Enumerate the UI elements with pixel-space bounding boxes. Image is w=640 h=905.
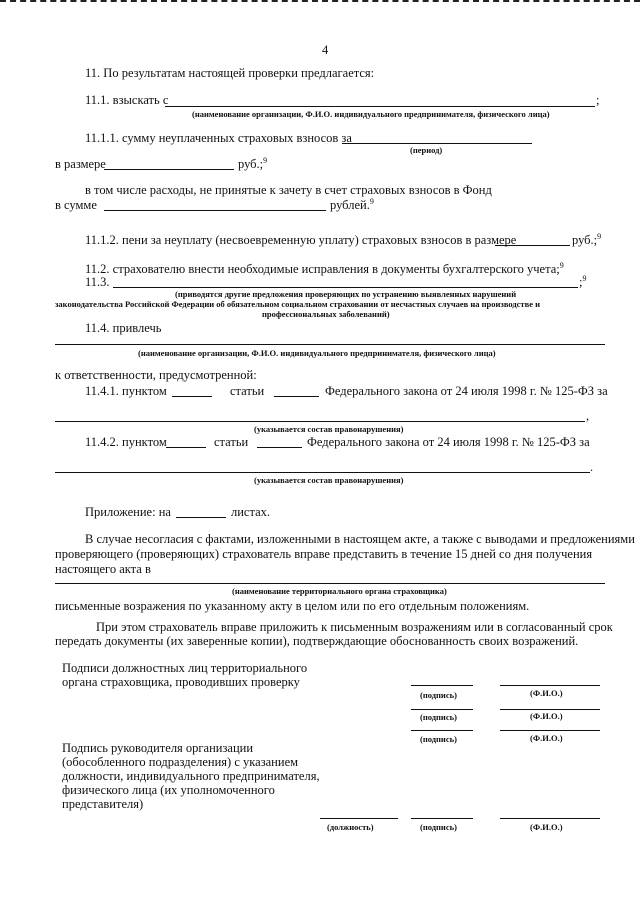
section-11-4-1-point-blank[interactable] xyxy=(172,396,212,397)
page-number: 4 xyxy=(322,43,329,57)
section-11-4-2-blank[interactable] xyxy=(55,472,590,473)
fio-line[interactable] xyxy=(500,685,600,686)
fio-line[interactable] xyxy=(500,709,600,710)
section-11-1-caption: (наименование организации, Ф.И.О. индивидуального предпринимателя, физического лица) xyxy=(192,109,550,119)
section-11-4-2-p3: Федерального закона от 24 июля 1998 г. № 125-ФЗ за xyxy=(307,435,590,449)
section-11-1-2-text: 11.1.2. пени за неуплату (несвоевременную уплату) страховых взносов в размере xyxy=(85,233,517,247)
section-11-3-blank[interactable] xyxy=(113,287,578,288)
sign2-line2: (обособленного подразделения) с указанием xyxy=(62,755,299,769)
position-caption: (должность) xyxy=(327,822,374,832)
amount-label: в размере xyxy=(55,157,106,171)
section-11-4-1-p1: 11.4.1. пунктом xyxy=(85,384,167,398)
section-11-3-caption2: законодательства Российской Федерации об обязательном социальном страховании от несчастных случаев на производстве и xyxy=(55,299,540,309)
period-blank[interactable] xyxy=(342,143,532,144)
section-11-3-caption1: (приводятся другие предложения проверяющих по устранению выявленных нарушений xyxy=(175,289,517,299)
section-11-3-label: 11.3. xyxy=(85,275,110,289)
attach-line2: передать документы (их заверенные копии), подтверждающие обоснованность своих возражений. xyxy=(55,634,579,648)
section-11-3-tail: ;$^9$ xyxy=(579,273,587,289)
signature-caption: (подпись) xyxy=(420,712,457,722)
page-top-border xyxy=(0,0,640,2)
section-11-4-blank[interactable] xyxy=(55,344,605,345)
appendix-label: Приложение: на xyxy=(85,505,171,519)
signature-line[interactable] xyxy=(411,685,473,686)
section-11-4-2-caption: (указывается состав правонарушения) xyxy=(254,475,404,485)
territorial-organ-blank[interactable] xyxy=(55,583,605,584)
sign1-line2: органа страховщика, проводивших проверку xyxy=(62,675,300,689)
fio-caption: (Ф.И.О.) xyxy=(530,711,563,721)
sign2-line3: должности, индивидуального предпринимателя, xyxy=(62,769,320,783)
section-11-4-2-p2: статьи xyxy=(214,435,249,449)
section-11-3-caption3: профессиональных заболеваний) xyxy=(262,309,390,319)
attach-line1: При этом страхователь вправе приложить к письменным возражениям или в согласованный срок xyxy=(96,620,613,634)
amount-blank[interactable] xyxy=(104,169,234,170)
section-11-4-label: 11.4. привлечь xyxy=(85,321,162,335)
section-11-4-1-caption: (указывается состав правонарушения) xyxy=(254,424,404,434)
section-11-title: 11. По результатам настоящей проверки предлагается: xyxy=(85,66,375,80)
appendix-unit: листах. xyxy=(231,505,271,519)
signature-caption: (подпись) xyxy=(420,822,457,832)
footnote-mark: 9 xyxy=(369,196,374,206)
incl-line1: в том числе расходы, не принятые к зачету в счет страховых взносов в Фонд xyxy=(85,183,492,197)
amount-unit: руб.;$^9$ xyxy=(238,155,268,171)
section-11-4-2-article-blank[interactable] xyxy=(257,447,302,448)
signature-line[interactable] xyxy=(411,709,473,710)
responsibility-text: к ответственности, предусмотренной: xyxy=(55,368,257,382)
territorial-organ-caption: (наименование территориального органа страховщика) xyxy=(232,586,447,596)
penalty-blank[interactable] xyxy=(495,245,570,246)
fio-caption: (Ф.И.О.) xyxy=(530,688,563,698)
disagree-line2: проверяющего (проверяющих) страхователь вправе представить в течение 15 дней со дня получения xyxy=(55,547,593,561)
section-11-4-1-p3: Федерального закона от 24 июля 1998 г. № 125-ФЗ за xyxy=(325,384,608,398)
footnote-mark: 9 xyxy=(263,155,268,165)
section-11-1-blank[interactable] xyxy=(165,106,595,107)
appendix-sheets-blank[interactable] xyxy=(176,517,226,518)
signature-caption: (подпись) xyxy=(420,734,457,744)
signature-line[interactable] xyxy=(411,818,473,819)
section-11-4-caption: (наименование организации, Ф.И.О. индивидуального предпринимателя, физического лица) xyxy=(138,348,496,358)
incl-label: в сумме xyxy=(55,198,97,212)
disagree-line4: письменные возражения по указанному акту в целом или по его отдельным положениям. xyxy=(55,599,530,613)
section-11-1-label: 11.1. взыскать с xyxy=(85,93,169,107)
section-11-4-1-blank[interactable] xyxy=(55,421,585,422)
section-11-4-1-tail: , xyxy=(586,409,590,423)
section-11-4-1-article-blank[interactable] xyxy=(274,396,319,397)
incl-sum-blank[interactable] xyxy=(104,210,326,211)
penalty-unit: руб.;$^9$ xyxy=(572,231,602,247)
footnote-mark: 9 xyxy=(582,273,587,283)
section-11-1-tail: ; xyxy=(596,93,600,107)
signature-line[interactable] xyxy=(411,730,473,731)
section-11-1-1-label: 11.1.1. сумму неуплаченных страховых взносов за xyxy=(85,131,352,145)
fio-line[interactable] xyxy=(500,730,600,731)
sign2-line1: Подпись руководителя организации xyxy=(62,741,254,755)
section-11-4-2-tail: . xyxy=(590,460,594,474)
sign2-line5: представителя) xyxy=(62,797,144,811)
section-11-2-text: 11.2. страхователю внести необходимые исправления в документы бухгалтерского учета;$^9$ xyxy=(85,260,564,276)
fio-caption: (Ф.И.О.) xyxy=(530,822,563,832)
fio-line[interactable] xyxy=(500,818,600,819)
incl-unit: рублей.$^9$ xyxy=(330,196,374,212)
disagree-line3: настоящего акта в xyxy=(55,562,151,576)
sign1-line1: Подписи должностных лиц территориального xyxy=(62,661,308,675)
section-11-4-2-p1: 11.4.2. пунктом xyxy=(85,435,167,449)
position-line[interactable] xyxy=(320,818,398,819)
period-caption: (период) xyxy=(410,145,443,155)
footnote-mark: 9 xyxy=(559,260,564,270)
signature-caption: (подпись) xyxy=(420,690,457,700)
fio-caption: (Ф.И.О.) xyxy=(530,733,563,743)
disagree-line1: В случае несогласия с фактами, изложенными в настоящем акте, а также с выводами и предложениями xyxy=(85,532,635,546)
sign2-line4: физического лица (их уполномоченного xyxy=(62,783,275,797)
section-11-4-1-p2: статьи xyxy=(230,384,265,398)
footnote-mark: 9 xyxy=(597,231,602,241)
section-11-4-2-point-blank[interactable] xyxy=(166,447,206,448)
